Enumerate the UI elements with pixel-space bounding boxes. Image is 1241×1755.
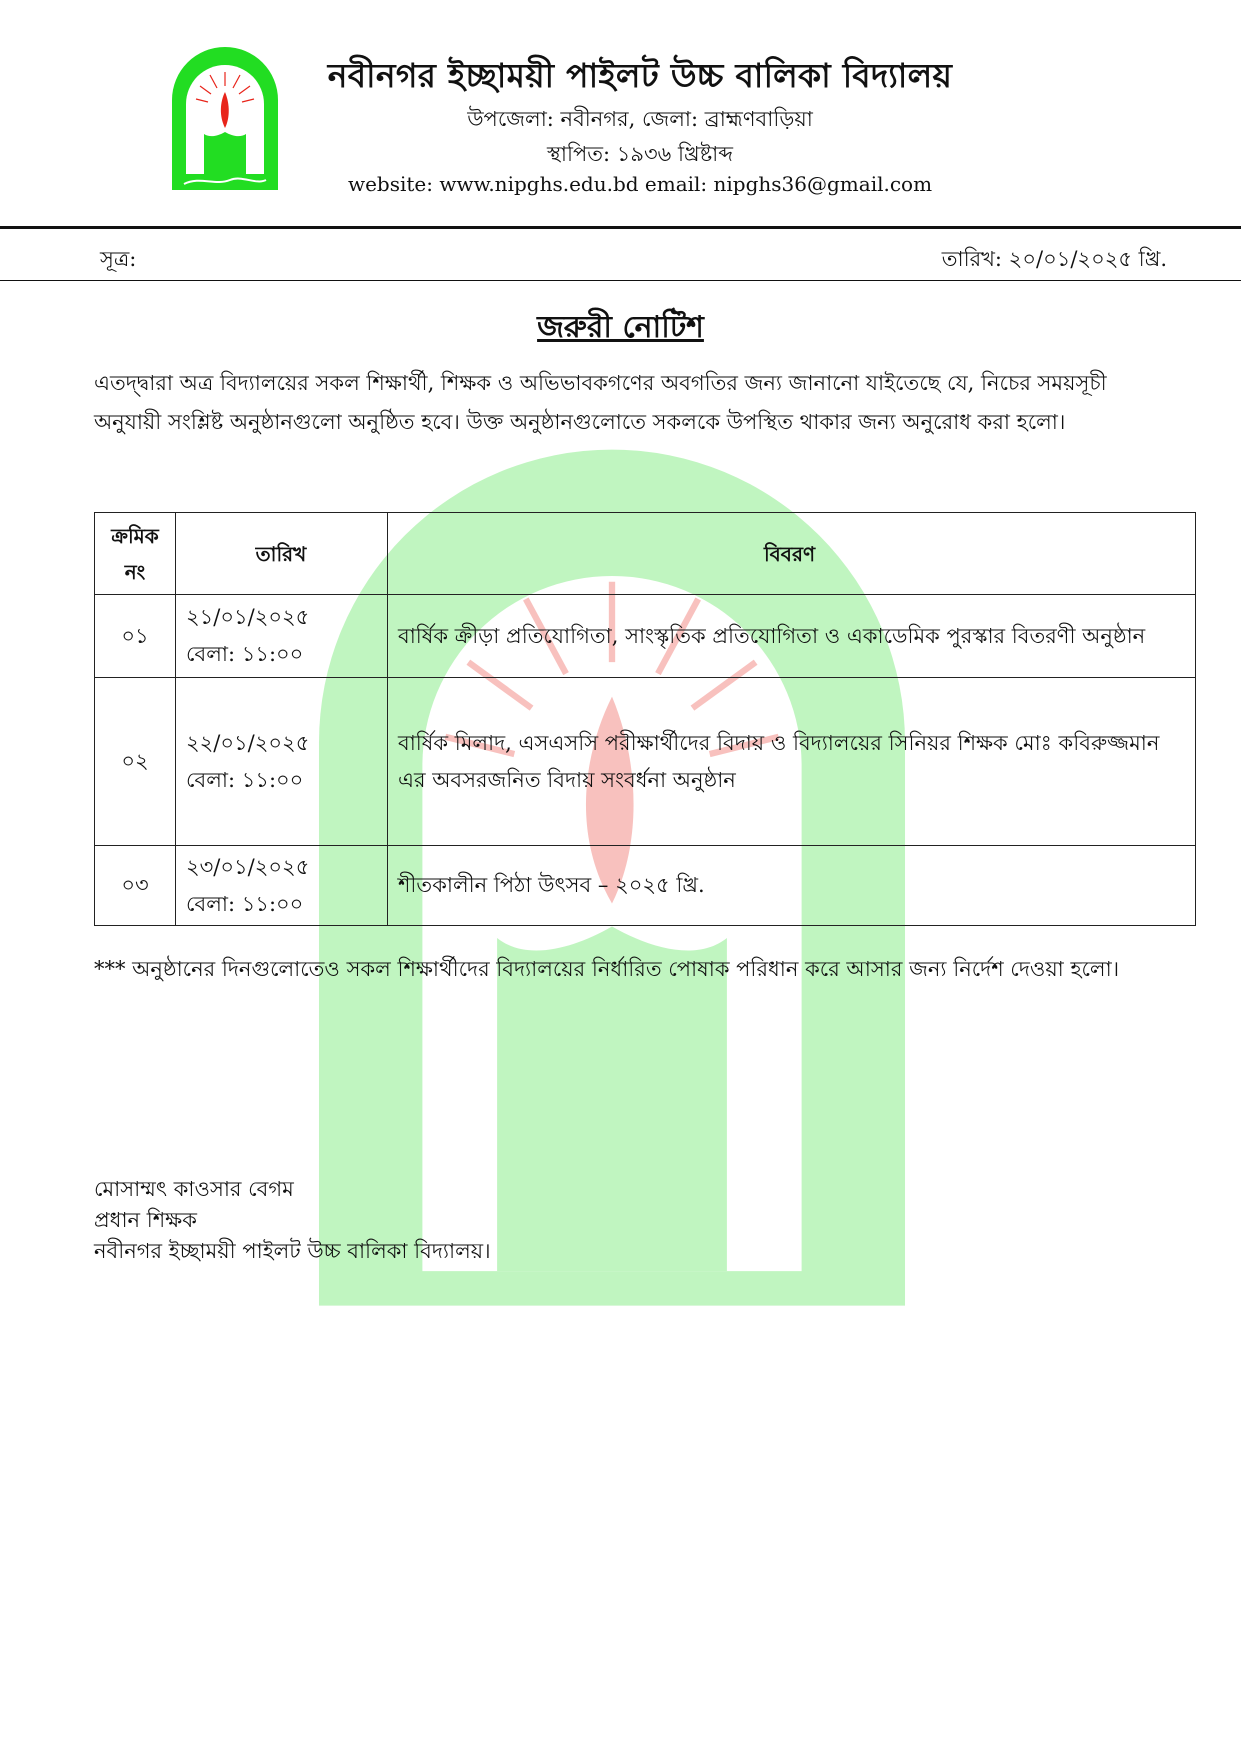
signatory-institution: নবীনগর ইচ্ছাময়ী পাইলট উচ্চ বালিকা বিদ্যালয়।: [94, 1239, 491, 1263]
table-row: [95, 595, 1196, 678]
header-divider: [0, 226, 1241, 229]
school-logo: [170, 44, 280, 192]
established-year: স্থাপিত: ১৯৩৬ খ্রিষ্টাব্দ: [546, 142, 734, 166]
row-description: শীতকালীন পিঠা উৎসব – ২০২৫ খ্রি.: [388, 846, 1196, 926]
row-time: বেলা: ১১:০০: [186, 891, 304, 916]
notice-title: জরুরী নোটিশ: [537, 310, 704, 345]
description-header: বিবরণ: [388, 513, 1196, 595]
date-header: তারিখ: [176, 513, 388, 595]
dress-code-footnote: *** অনুষ্ঠানের দিনগুলোতেও সকল শিক্ষার্থীদের বিদ্যালয়ের নির্ধারিত পোষাক পরিধান করে আসার জন্য নির্দেশ দেওয়া হলো।: [94, 957, 1120, 981]
contact-info: website: www.nipghs.edu.bd email: nipghs36@gmail.com: [347, 172, 933, 196]
row-description: বার্ষিক মিলাদ, এসএসসি পরীক্ষার্থীদের বিদায় ও বিদ্যালয়ের সিনিয়র শিক্ষক মোঃ কবিরুজ্জমান এর অবসরজনিত বিদায় সংবর্ধনা অনুষ্ঠান: [388, 678, 1196, 846]
row-description: বার্ষিক ক্রীড়া প্রতিযোগিতা, সাংস্কৃতিক প্রতিযোগিতা ও একাডেমিক পুরস্কার বিতরণী অনুষ্ঠান: [388, 595, 1196, 678]
serial-header-line1: ক্রমিক: [111, 523, 159, 548]
row-serial: ০৩: [95, 846, 176, 926]
school-address: উপজেলা: নবীনগর, জেলা: ব্রাহ্মণবাড়িয়া: [467, 107, 813, 131]
notice-date: তারিখ: ২০/০১/২০২৫ খ্রি.: [941, 247, 1167, 271]
signatory-designation: প্রধান শিক্ষক: [94, 1208, 197, 1232]
row-serial: ০২: [95, 678, 176, 846]
schedule-table: [94, 512, 1196, 926]
school-name: নবীনগর ইচ্ছাময়ী পাইলট উচ্চ বালিকা বিদ্যালয়: [327, 56, 953, 95]
row-date-cell: [176, 846, 388, 926]
table-header-row: [95, 513, 1196, 595]
table-row: [95, 846, 1196, 926]
row-serial: ০১: [95, 595, 176, 678]
reference-label: সূত্র:: [100, 247, 137, 271]
row-date: ২৩/০১/২০২৫: [186, 854, 310, 879]
row-date-cell: [176, 678, 388, 846]
serial-header-line2: নং: [124, 559, 146, 584]
notice-intro: এতদ্দ্বারা অত্র বিদ্যালয়ের সকল শিক্ষার্থী, শিক্ষক ও অভিভাবকগণের অবগতির জন্য জানানো যাইতেছে যে, নিচের সময়সূচী অনুযায়ী সংশ্লিষ্ট অনুষ্ঠানগুলো অনুষ্ঠিত হবে। উক্ত অনুষ্ঠানগুলোতে সকলকে উপস্থিত থাকার জন্য অনুরোধ করা হলো।: [94, 371, 1107, 434]
row-time: বেলা: ১১:০০: [186, 642, 304, 666]
row-time: বেলা: ১১:০০: [186, 767, 304, 792]
row-date-cell: [176, 595, 388, 678]
meta-divider: [0, 280, 1241, 281]
row-date: ২২/০১/২০২৫: [186, 730, 310, 755]
signatory-name: মোসাম্মৎ কাওসার বেগম: [94, 1177, 294, 1201]
signature-block: [94, 1174, 491, 1267]
serial-header: [95, 513, 176, 595]
table-row: [95, 678, 1196, 846]
row-date: ২১/০১/২০২৫: [186, 605, 310, 629]
